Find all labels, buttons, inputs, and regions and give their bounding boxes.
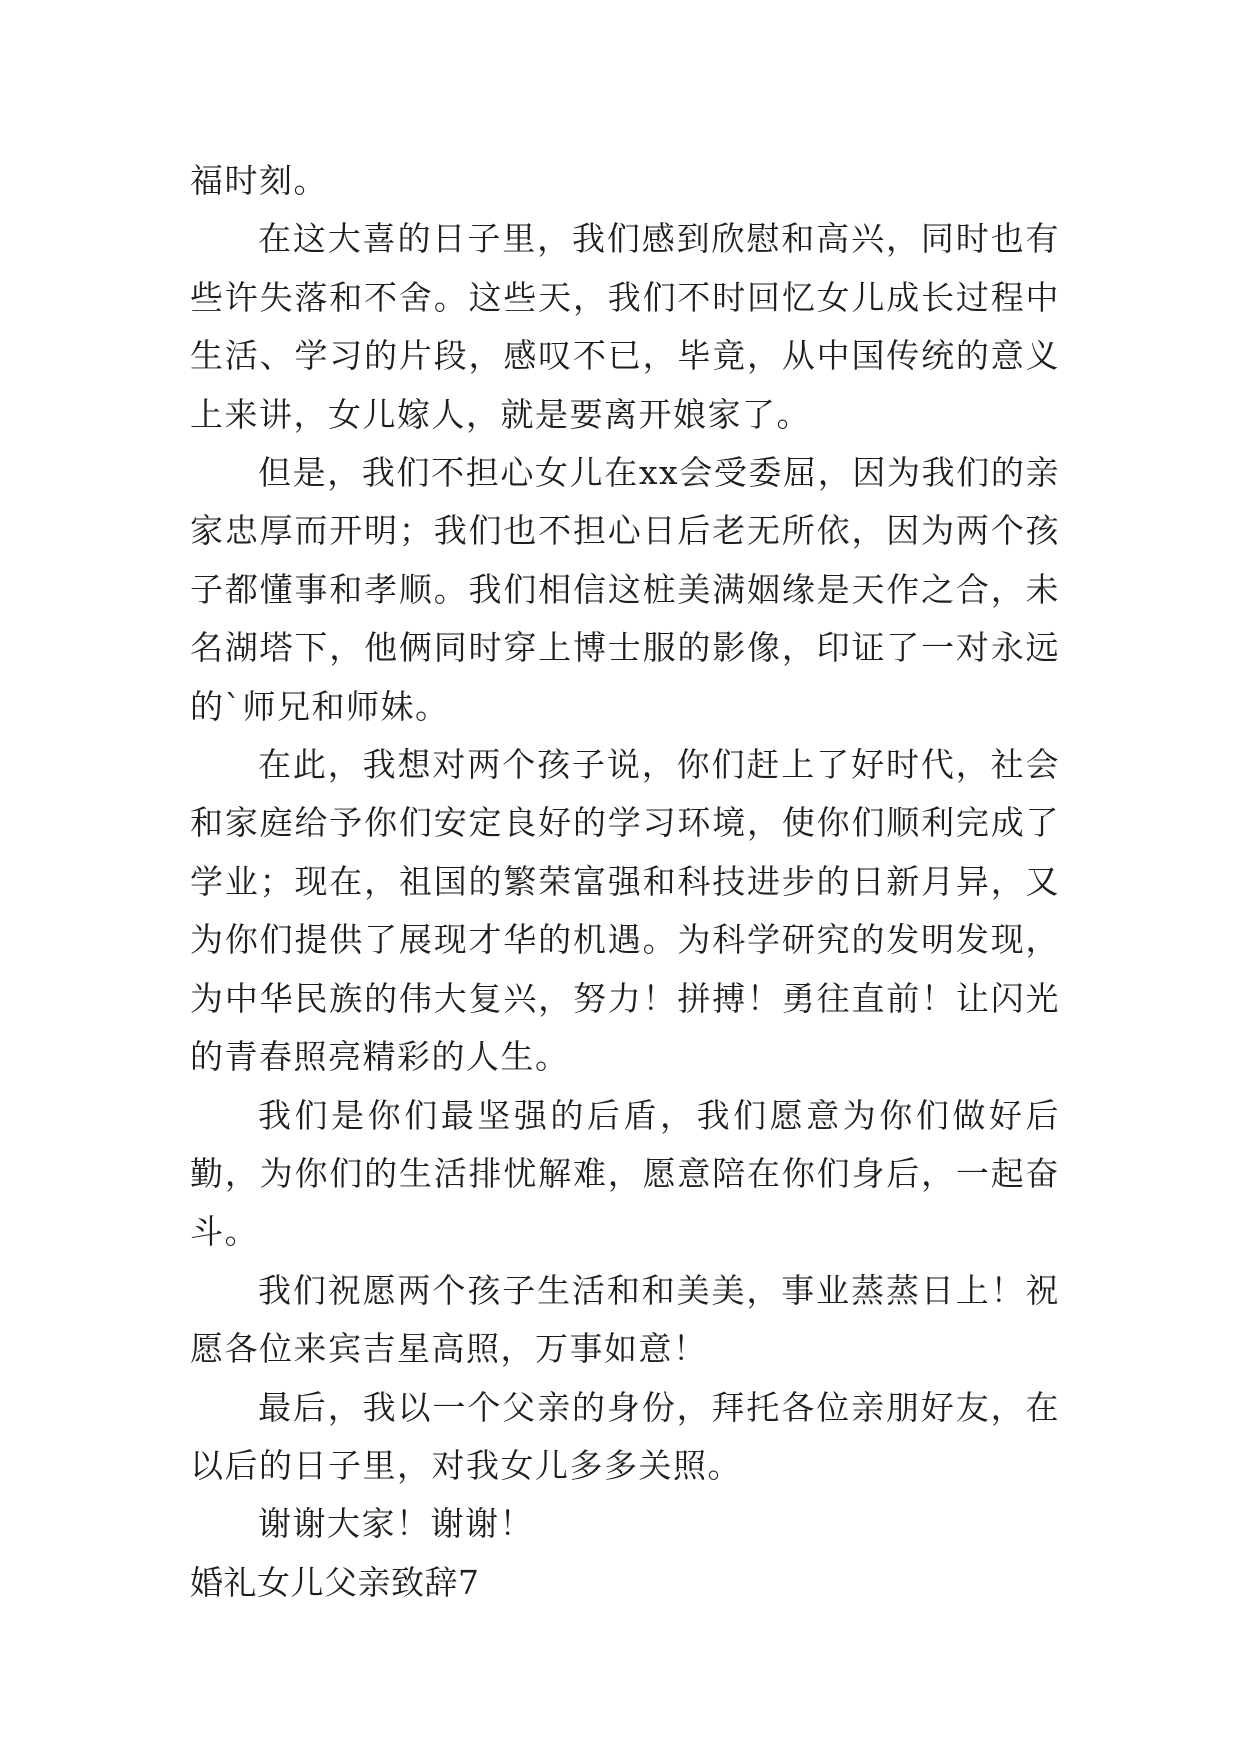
paragraph: 在此，我想对两个孩子说，你们赶上了好时代，社会和家庭给予你们安定良好的学习环境，使你们顺利完成了学业；现在，祖国的繁荣富强和科技进步的日新月异，又为你们提供了展现才华的机遇。为科学研究的发明发现，为中华民族的伟大复兴，努力！拼搏！勇往直前！让闪光的青春照亮精彩的人生。 <box>190 745 1060 1077</box>
paragraph-continuation: 福时刻。 <box>190 161 328 200</box>
paragraph: 在这大喜的日子里，我们感到欣慰和高兴，同时也有些许失落和不舍。这些天，我们不时回忆女儿成长过程中生活、学习的片段，感叹不已，毕竟，从中国传统的意义上来讲，女儿嫁人，就是要离开娘家了。 <box>190 219 1060 434</box>
paragraph: 最后，我以一个父亲的身份，拜托各位亲朋好友，在以后的日子里，对我女儿多多关照。 <box>190 1387 1060 1485</box>
section-heading: 婚礼女儿父亲致辞7 <box>190 1562 480 1602</box>
paragraph: 但是，我们不担心女儿在xx会受委屈，因为我们的亲家忠厚而开明；我们也不担心日后老无所依，因为两个孩子都懂事和孝顺。我们相信这桩美满姻缘是天作之合，未名湖塔下，他俩同时穿上博士服的影像，印证了一对永远的`师兄和师妹。 <box>190 453 1060 726</box>
document-body <box>190 152 1060 1612</box>
paragraph: 我们是你们最坚强的后盾，我们愿意为你们做好后勤，为你们的生活排忧解难，愿意陪在你们身后，一起奋斗。 <box>190 1095 1060 1252</box>
paragraph-thanks: 谢谢大家！谢谢！ <box>258 1504 534 1544</box>
paragraph: 我们祝愿两个孩子生活和和美美，事业蒸蒸日上！祝愿各位来宾吉星高照，万事如意！ <box>190 1270 1060 1369</box>
